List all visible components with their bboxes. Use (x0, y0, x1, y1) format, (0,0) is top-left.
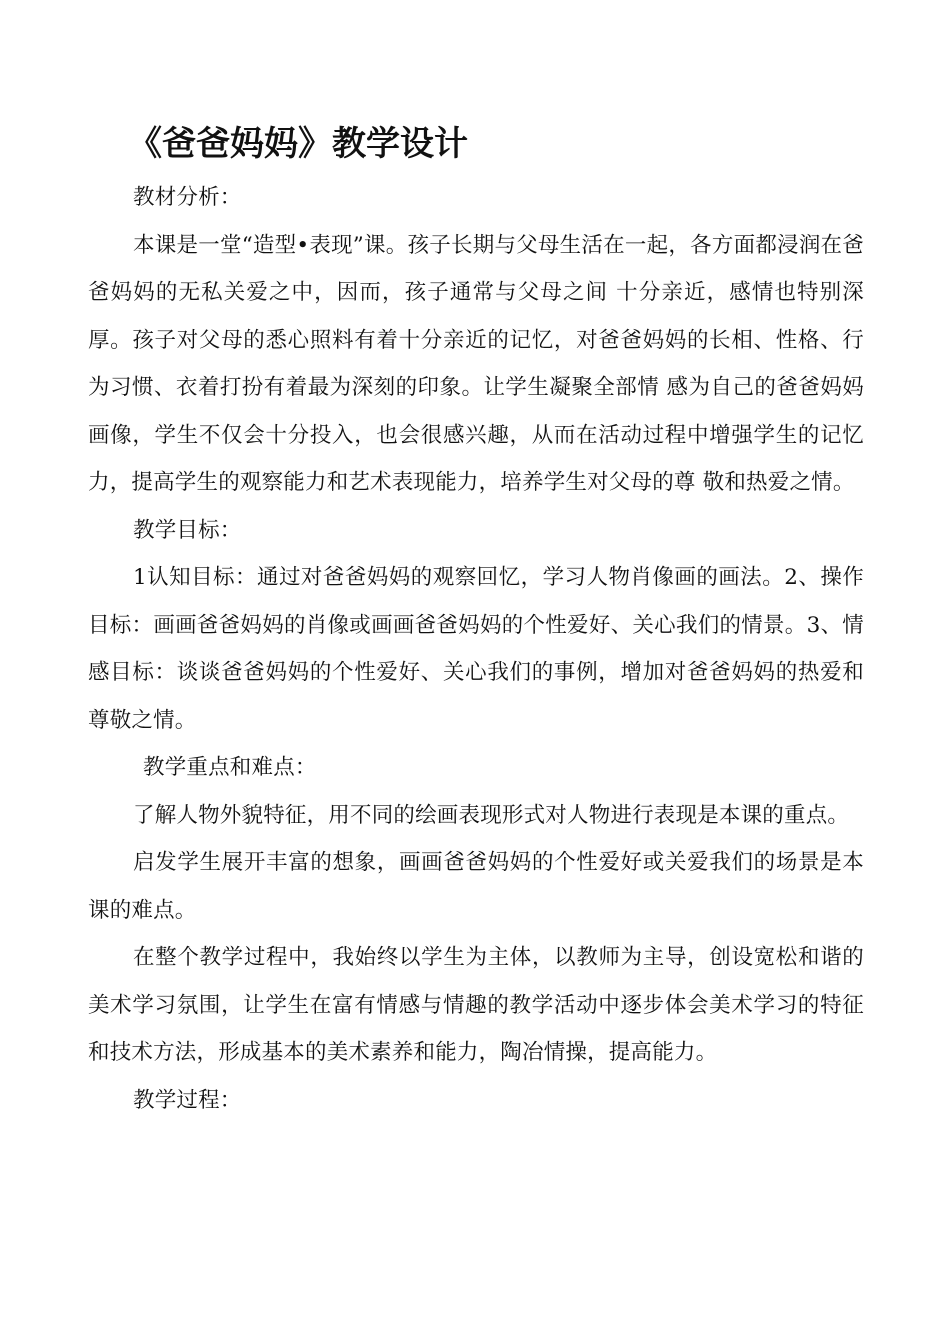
section-heading-teaching-objectives: 教学目标： (133, 517, 242, 543)
section-heading-teaching-process: 教学过程： (133, 1087, 242, 1113)
paragraph-teaching-objectives: 1认知目标：通过对爸爸妈妈的观察回忆，学习人物肖像画的画法。2、操作目标：画画爸爸妈妈的肖像或画画爸爸妈妈的个性爱好、关心我们的情景。3、情感目标：谈谈爸爸妈妈的个性爱好、关心我们的事例，增加对爸爸妈妈的热爱和尊敬之情。 (88, 565, 864, 733)
section-heading-material-analysis: 教材分析： (133, 185, 242, 210)
paragraph-key-point: 了解人物外貌特征，用不同的绘画表现形式对人物进行表现是本课的重点。 (133, 802, 850, 828)
paragraph-difficult-point: 启发学生展开丰富的想象，画画爸爸妈妈的个性爱好或关爱我们的场景是本课的难点。 (88, 850, 864, 923)
document-title: 《爸爸妈妈》教学设计 (128, 124, 468, 164)
section-heading-key-points: 教学重点和难点： (143, 755, 317, 780)
paragraph-material-analysis: 本课是一堂“造型•表现”课。孩子长期与父母生活在一起，各方面都浸润在爸爸妈妈的无私关爱之中，因而，孩子通常与父母之间 十分亲近，感情也特别深厚。孩子对父母的悉心照料有着十分亲近的记忆，对爸爸妈妈的长相、性格、行为习惯、衣着打扮有着最为深刻的印象。让学生凝聚全部情 感为自己的爸爸妈妈画像，学生不仅会十分投入，也会很感兴趣，从而在活动过程中增强学生的记忆力，提高学生的观察能力和艺术表现能力，培养学生对父母的尊 敬和热爱之情。 (88, 232, 864, 495)
document-body (88, 174, 864, 1124)
paragraph-teaching-philosophy: 在整个教学过程中，我始终以学生为主体，以教师为主导，创设宽松和谐的美术学习氛围，让学生在富有情感与情趣的教学活动中逐步体会美术学习的特征和技术方法，形成基本的美术素养和能力，陶冶情操，提高能力。 (88, 945, 864, 1065)
